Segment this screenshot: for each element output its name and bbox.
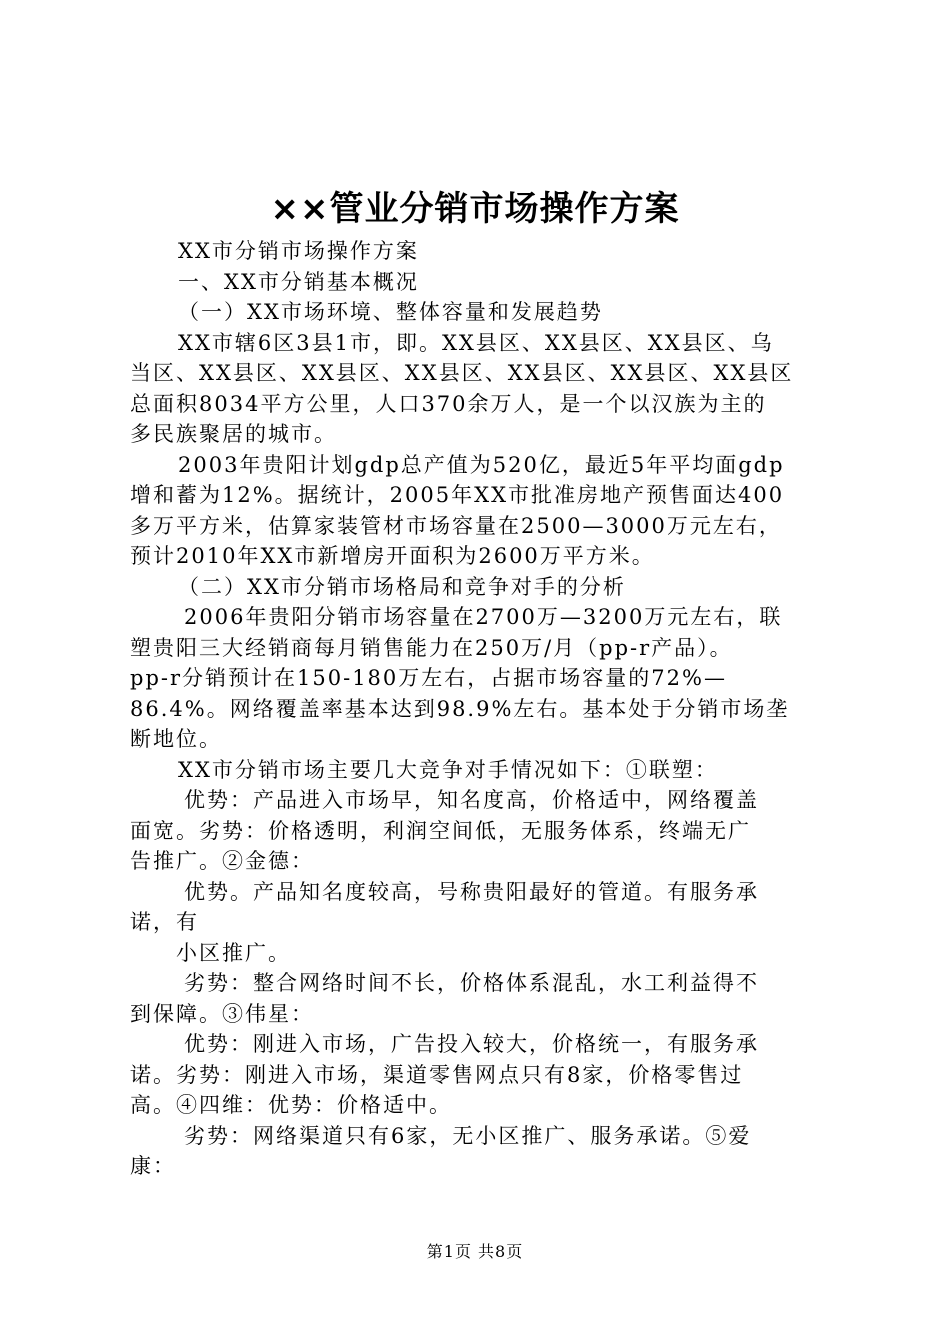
body-line: 优势。产品知名度较高，号称贵阳最好的管道。有服务承 [184, 879, 759, 904]
document-title: ××管业分销市场操作方案 [270, 189, 680, 229]
body-line: 塑贵阳三大经销商每月销售能力在250万/月（pp-r产品）。 [130, 635, 733, 660]
body-line: 告推广。②金德： [130, 849, 314, 873]
body-line: 小区推广。 [176, 940, 291, 965]
body-line: 86.4%。网络覆盖率基本达到98.9%左右。基本处于分销市场垄 [130, 696, 790, 721]
body-line: 面宽。劣势：价格透明，利润空间低，无服务体系，终端无广 [130, 818, 751, 843]
document-body [130, 236, 835, 1182]
body-line: 到保障。③伟星： [130, 1001, 314, 1026]
body-line: XX市分销市场操作方案 [178, 239, 419, 263]
body-line: XX市分销市场主要几大竞争对手情况如下：①联塑： [178, 757, 718, 782]
body-line: 总面积8034平方公里，人口370余万人，是一个以汉族为主的 [130, 391, 767, 416]
page-footer: 第1页 共8页 [426, 1242, 524, 1261]
body-line: 劣势：网络渠道只有6家，无小区推广、服务承诺。⑤爱 [184, 1123, 752, 1148]
body-line: 高。④四维：优势：价格适中。 [130, 1093, 452, 1117]
body-line: 优势：刚进入市场，广告投入较大，价格统一，有服务承 [184, 1032, 759, 1056]
body-line: 康： [130, 1154, 176, 1178]
body-line: 劣势：整合网络时间不长，价格体系混乱，水工利益得不 [184, 971, 759, 995]
body-line: 增和蓄为12%。据统计，2005年XX市批准房地产预售面达400 [130, 483, 785, 507]
body-line: 诺，有 [130, 910, 199, 934]
body-line: 多民族聚居的城市。 [130, 422, 337, 446]
body-line: （二）XX市分销市场格局和竞争对手的分析 [178, 574, 626, 599]
body-line: 当区、XX县区、XX县区、XX县区、XX县区、XX县区、XX县区 [130, 361, 794, 385]
body-line: 预计2010年XX市新增房开面积为2600万平方米。 [130, 544, 655, 568]
body-line: 2003年贵阳计划gdp总产值为520亿，最近5年平均面gdp [178, 452, 785, 477]
body-line: （一）XX市场环境、整体容量和发展趋势 [178, 300, 603, 324]
body-line: 诺。劣势：刚进入市场，渠道零售网点只有8家，价格零售过 [130, 1062, 744, 1087]
body-line: 多万平方米，估算家装管材市场容量在2500—3000万元左右， [130, 513, 782, 538]
body-line: 断地位。 [130, 727, 222, 751]
body-line: 2006年贵阳分销市场容量在2700万—3200万元左右，联 [184, 605, 783, 629]
body-line: XX市辖6区3县1市，即。XX县区、XX县区、XX县区、乌 [178, 330, 774, 355]
body-line: 优势：产品进入市场早，知名度高，价格适中，网络覆盖 [184, 788, 759, 812]
body-line: pp-r分销预计在150-180万左右，占据市场容量的72%— [130, 666, 727, 690]
body-line: 一、XX市分销基本概况 [178, 269, 419, 294]
